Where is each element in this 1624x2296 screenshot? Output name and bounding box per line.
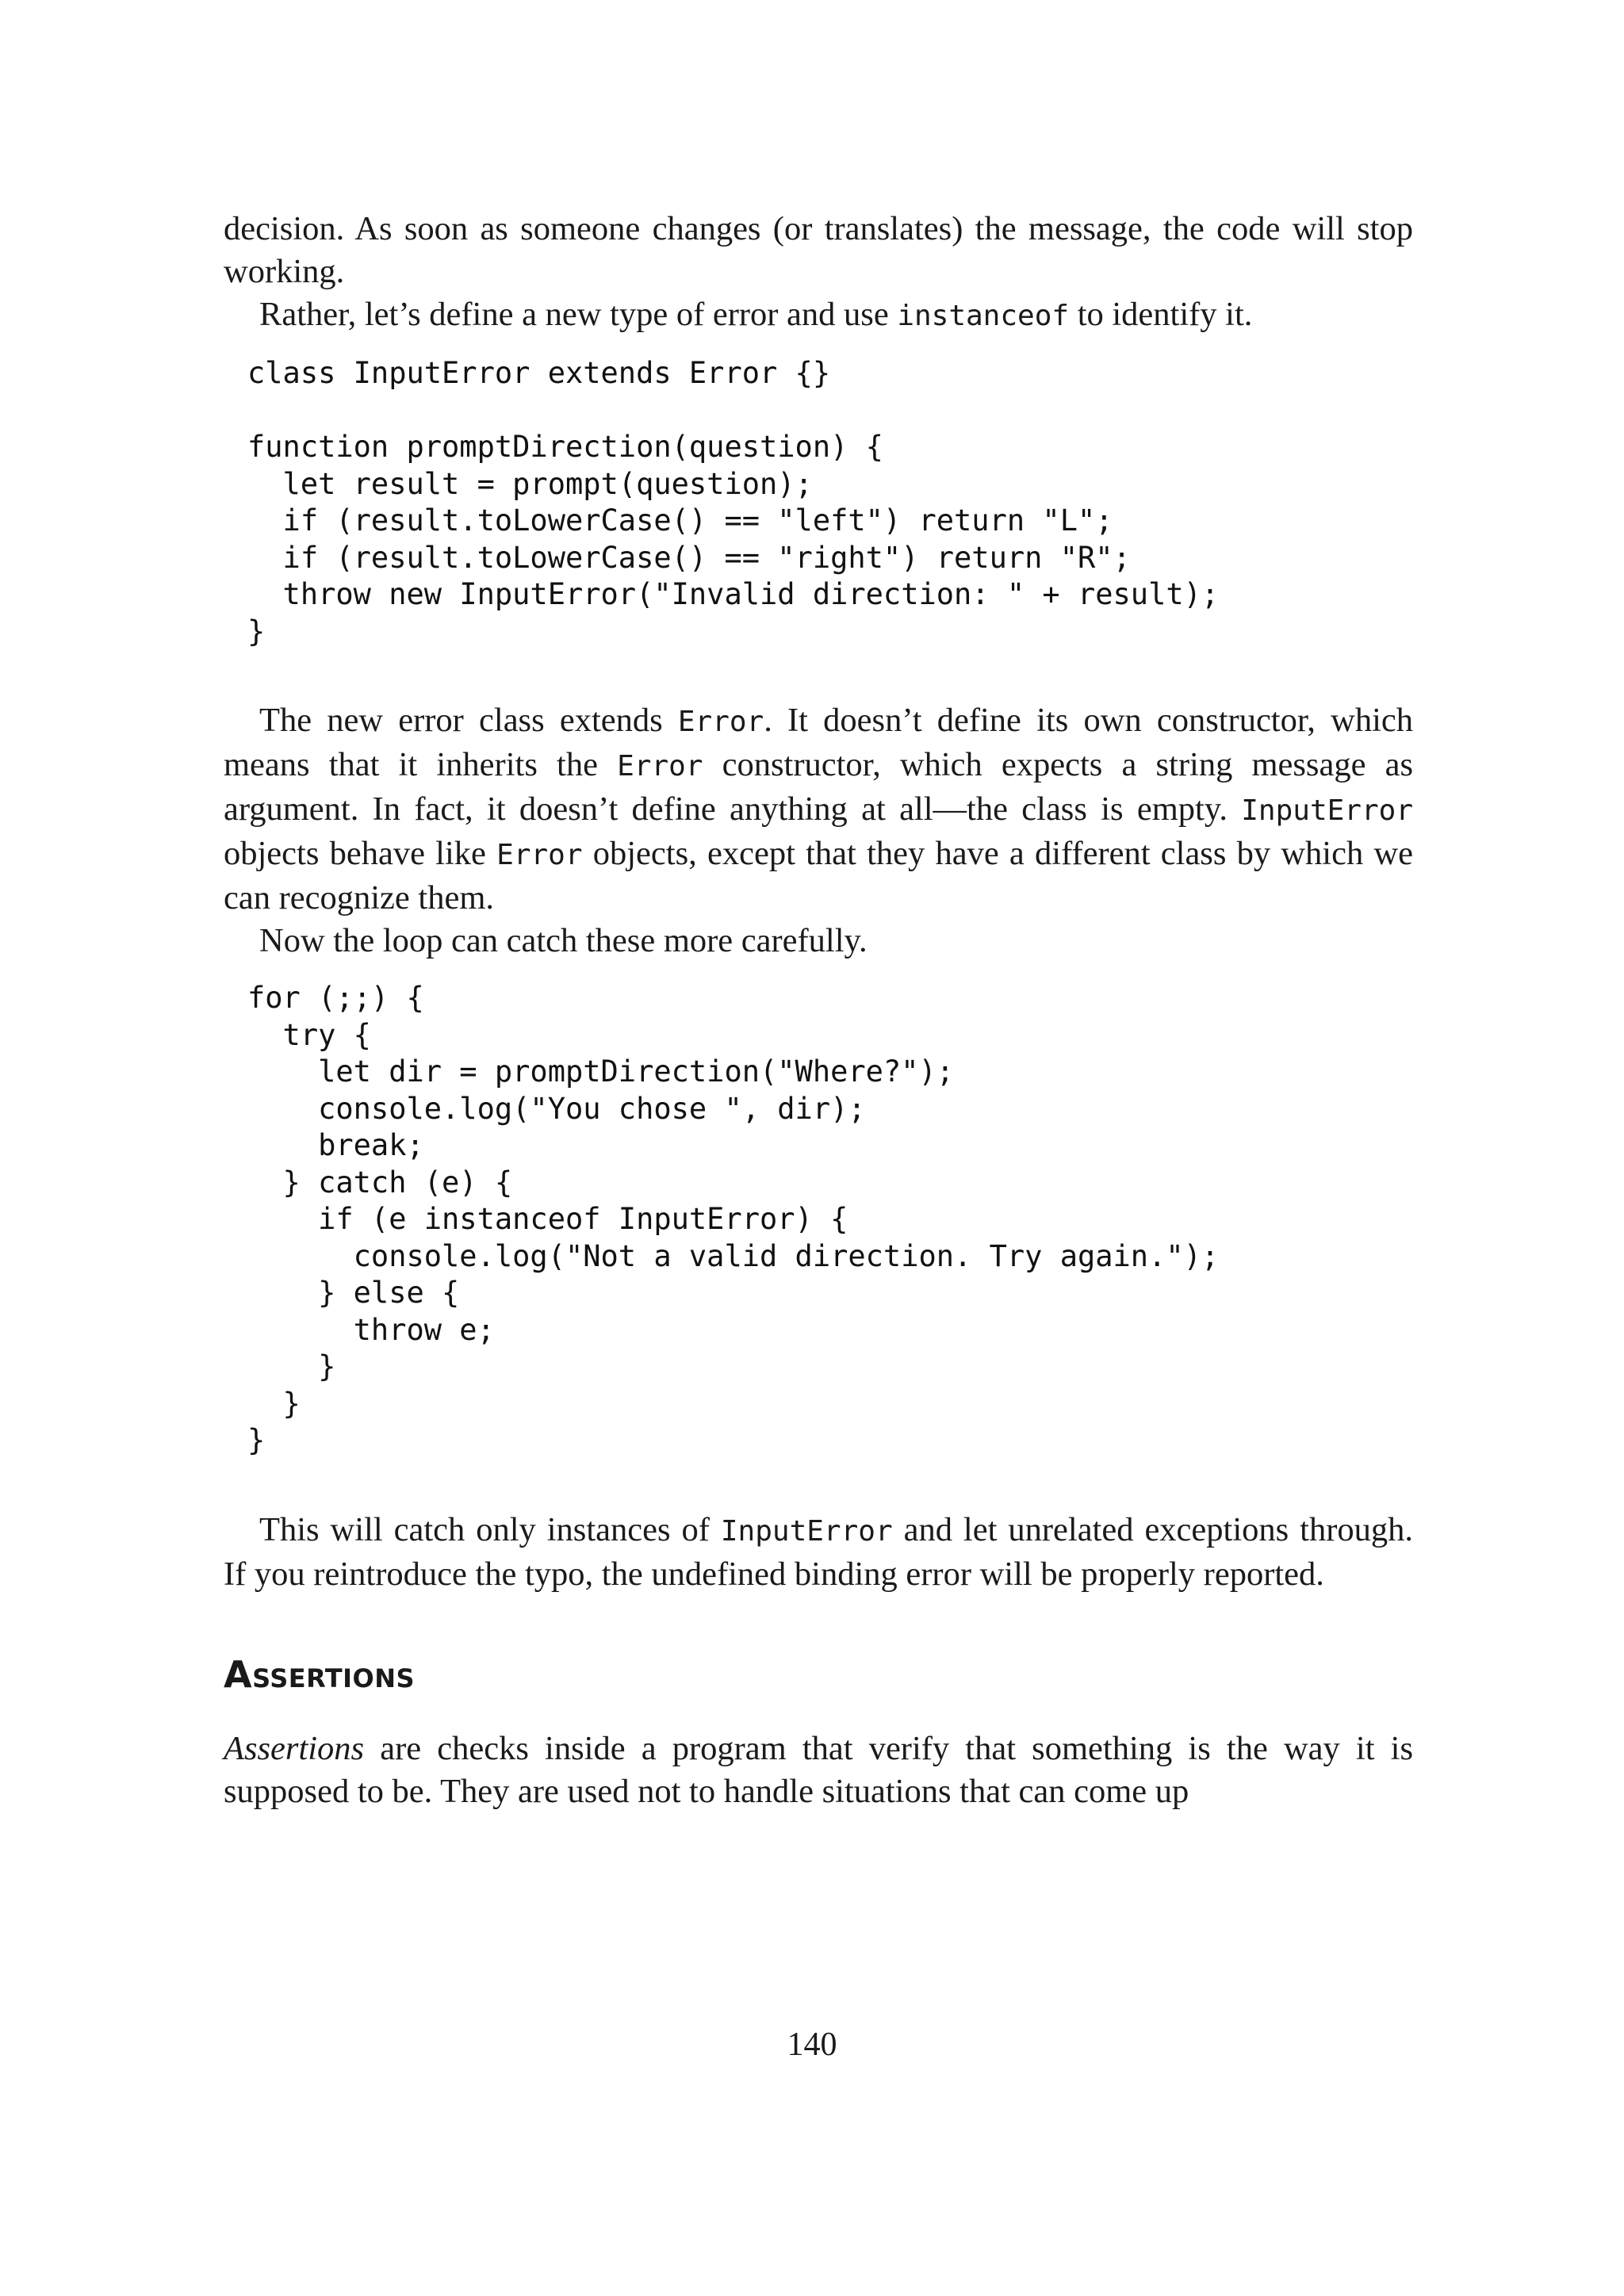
paragraph-text: Now the loop can catch these more carefully. [259, 922, 868, 959]
inline-code-input-error: InputError [1241, 794, 1413, 827]
intro-text: decision. As soon as someone changes (or translates) the message, the code will stop working. [224, 210, 1413, 290]
inline-code-error: Error [617, 750, 703, 783]
page-number: 140 [787, 2026, 837, 2063]
code-block-input-error: class InputError extends Error {} function promptDirection(question) { let result = prompt(question); if (result.toLowerCase() == "left") return "L"; if (result.toLowerCase() == "right") return "R"; throw new InputError("Invalid direction: " + result); } [247, 356, 1220, 649]
page-body [224, 208, 1413, 1813]
paragraph-text: and let unrelated exceptions through. If you reintroduce the typo, the undefined binding error will be properly reported. [224, 1510, 1413, 1593]
inline-code-error: Error [677, 706, 764, 738]
paragraph-text: constructor, which expects a string message as argument. In fact, it doesn’t define anything at all—the class is empty. [224, 746, 1413, 828]
assertions-paragraph [224, 1728, 1413, 1813]
paragraph-text: This will catch only instances of [259, 1510, 721, 1548]
inline-code-instanceof: instanceof [897, 300, 1070, 332]
section-heading: Assertions [224, 1652, 416, 1696]
paragraph-text: objects behave like [224, 835, 497, 872]
after-loop-paragraph [224, 1509, 1413, 1596]
paragraph-text: are checks inside a program that verify that something is the way it is supposed to be. They are used not to handle situations that can come up [224, 1729, 1413, 1810]
inline-code-error: Error [496, 839, 583, 871]
loop-intro-paragraph [224, 920, 1413, 962]
paragraph-text: objects, except that they have a different class by which we can recognize them. [224, 835, 1413, 916]
paragraph-text: Rather, let’s define a new type of error and use [259, 296, 898, 333]
paragraph-text: to identify it. [1069, 296, 1253, 333]
code-block-loop: for (;;) { try { let dir = promptDirection("Where?"); console.log("You chose ", dir); break; } catch (e) { if (e instanceof InputError) { console.log("Not a valid direction. Try again."); } else { throw e; } } } [247, 981, 1220, 1457]
intro-paragraph [224, 208, 1413, 293]
inline-code-input-error: InputError [720, 1514, 893, 1548]
paragraph-text: . It doesn’t define its own constructor, which means that it inherits the [224, 702, 1413, 783]
assertions-term: Assertions [224, 1729, 365, 1767]
explain-paragraph [224, 699, 1413, 920]
paragraph-text: The new error class extends [259, 702, 678, 739]
define-error-paragraph [224, 293, 1413, 338]
